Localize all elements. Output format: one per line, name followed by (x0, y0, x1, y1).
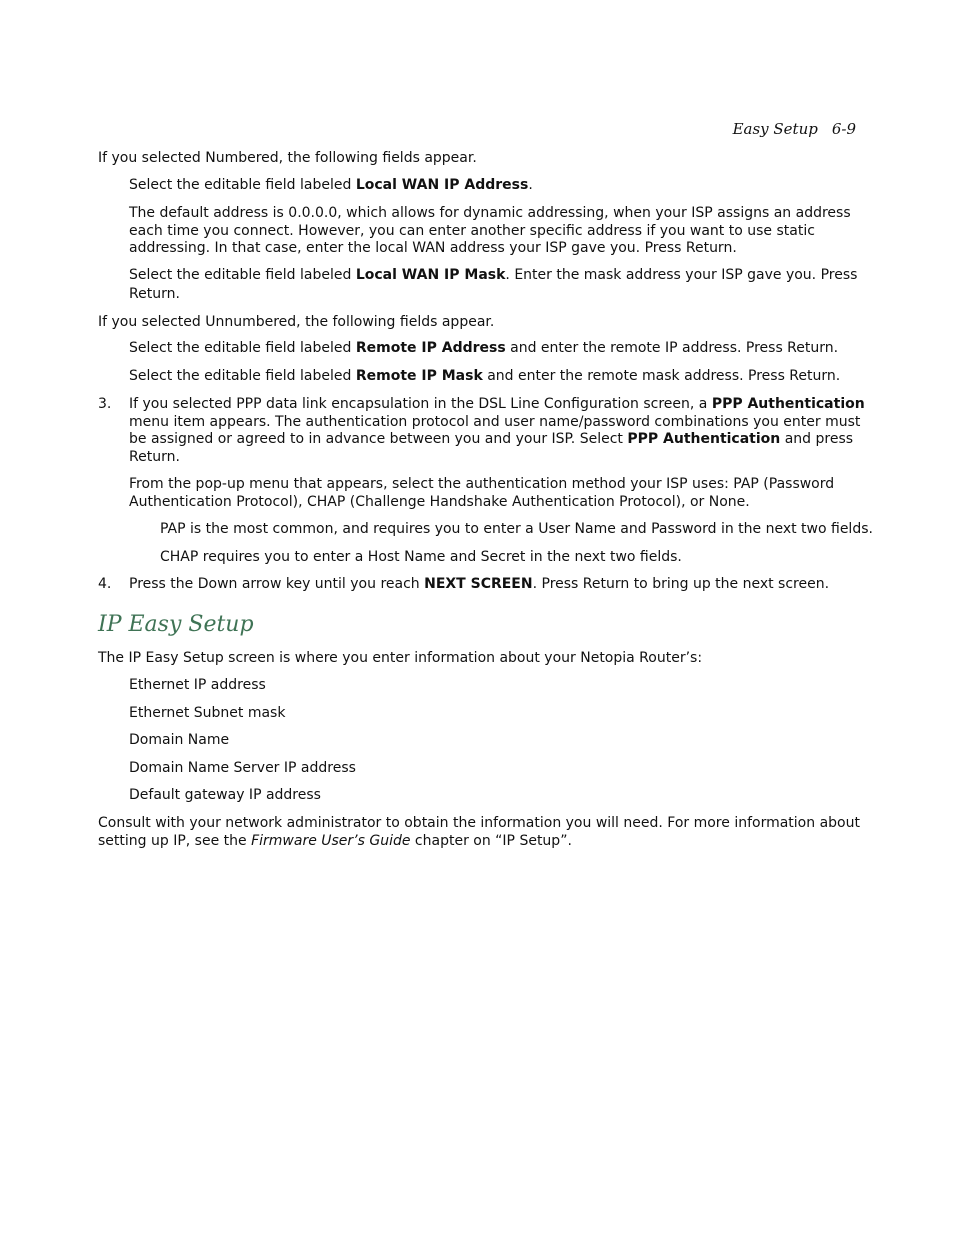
step-number: 3. (98, 396, 112, 412)
step-text: Press the Down arrow key until you reach (129, 576, 425, 592)
list-item: Ethernet Subnet mask (129, 705, 286, 721)
paragraph-line: Authentication Protocol), CHAP (Challenge Handshake Authentication Protocol), or None. (129, 493, 750, 510)
remote-ip-address-instruction (129, 340, 838, 358)
header-page-number: 6-9 (831, 120, 856, 138)
paragraph-line: From the pop-up menu that appears, select the authentication method your ISP uses: PAP (Password (129, 476, 835, 492)
header-section-title: Easy Setup (732, 120, 818, 138)
ip-section-intro: The IP Easy Setup screen is where you enter information about your Netopia Router’s: (98, 650, 703, 666)
paragraph-line: Return. (129, 285, 180, 302)
popup-menu-paragraph (129, 476, 834, 511)
instruction-text: Select the editable field labeled (129, 340, 356, 356)
paragraph-text: setting up IP, see the (98, 832, 252, 849)
step-text: menu item appears. The authentication protocol and user name/password combinations you enter must (129, 413, 861, 430)
step-4-text (129, 576, 859, 594)
instruction-text: Select the editable field labeled (129, 267, 356, 283)
field-label-remote-ip-address: Remote IP Address (355, 340, 506, 356)
field-label-local-wan-ip-mask: Local WAN IP Mask (355, 267, 506, 283)
step-text: be assigned or agreed to in advance between you and your ISP. Select (129, 431, 628, 447)
step-3-text (129, 396, 865, 466)
step-text: If you selected PPP data link encapsulation in the DSL Line Configuration screen, a (129, 396, 712, 412)
section-heading-ip-easy-setup: IP Easy Setup (98, 612, 254, 637)
step-3 (98, 396, 865, 468)
paragraph-line: each time you connect. However, you can enter another specific address if you want to use static (129, 222, 815, 239)
paragraph-line: The default address is 0.0.0.0, which allows for dynamic addressing, when your ISP assigns an address (129, 205, 851, 221)
unnumbered-intro: If you selected Unnumbered, the following fields appear. (98, 314, 495, 330)
paragraph-line: Consult with your network administrator to obtain the information you will need. For more information about (98, 815, 860, 831)
field-label-local-wan-ip-address: Local WAN IP Address (355, 177, 529, 193)
local-wan-ip-mask-instruction (129, 267, 857, 303)
menu-item-ppp-authentication: PPP Authentication (711, 396, 865, 412)
remote-ip-mask-instruction (129, 368, 840, 386)
local-wan-ip-instruction (129, 177, 533, 195)
list-item: Ethernet IP address (129, 677, 266, 693)
list-item: Default gateway IP address (129, 787, 321, 803)
numbered-intro: If you selected Numbered, the following fields appear. (98, 150, 477, 166)
step-text: and press (780, 431, 854, 447)
book-title-firmware-users-guide: Firmware User’s Guide (251, 832, 411, 849)
step-text: . Press Return to bring up the next screen. (532, 576, 830, 592)
pap-note: PAP is the most common, and requires you to enter a User Name and Password in the next two fields. (160, 521, 873, 537)
list-item: Domain Name Server IP address (129, 760, 356, 776)
step-4 (98, 576, 858, 594)
instruction-text: . Enter the mask address your ISP gave you. Press (505, 267, 858, 283)
menu-item-ppp-authentication: PPP Authentication (627, 431, 781, 447)
paragraph-text: chapter on “IP Setup”. (410, 832, 572, 849)
consult-paragraph (98, 815, 860, 850)
menu-item-next-screen: NEXT SCREEN (424, 576, 533, 592)
step-number: 4. (98, 576, 112, 592)
default-address-paragraph (129, 205, 851, 258)
instruction-text: Select the editable field labeled (129, 177, 356, 193)
instruction-text: . (528, 177, 533, 193)
instruction-text: and enter the remote IP address. Press Return. (505, 340, 839, 356)
instruction-text: Select the editable field labeled (129, 368, 356, 384)
paragraph-line: addressing. In that case, enter the local WAN address your ISP gave you. Press Return. (129, 240, 737, 256)
field-label-remote-ip-mask: Remote IP Mask (355, 368, 483, 384)
list-item: Domain Name (129, 732, 230, 748)
chap-note: CHAP requires you to enter a Host Name and Secret in the next two fields. (160, 549, 682, 565)
instruction-text: and enter the remote mask address. Press Return. (482, 368, 841, 384)
running-header (733, 120, 856, 138)
step-text: Return. (129, 448, 180, 465)
